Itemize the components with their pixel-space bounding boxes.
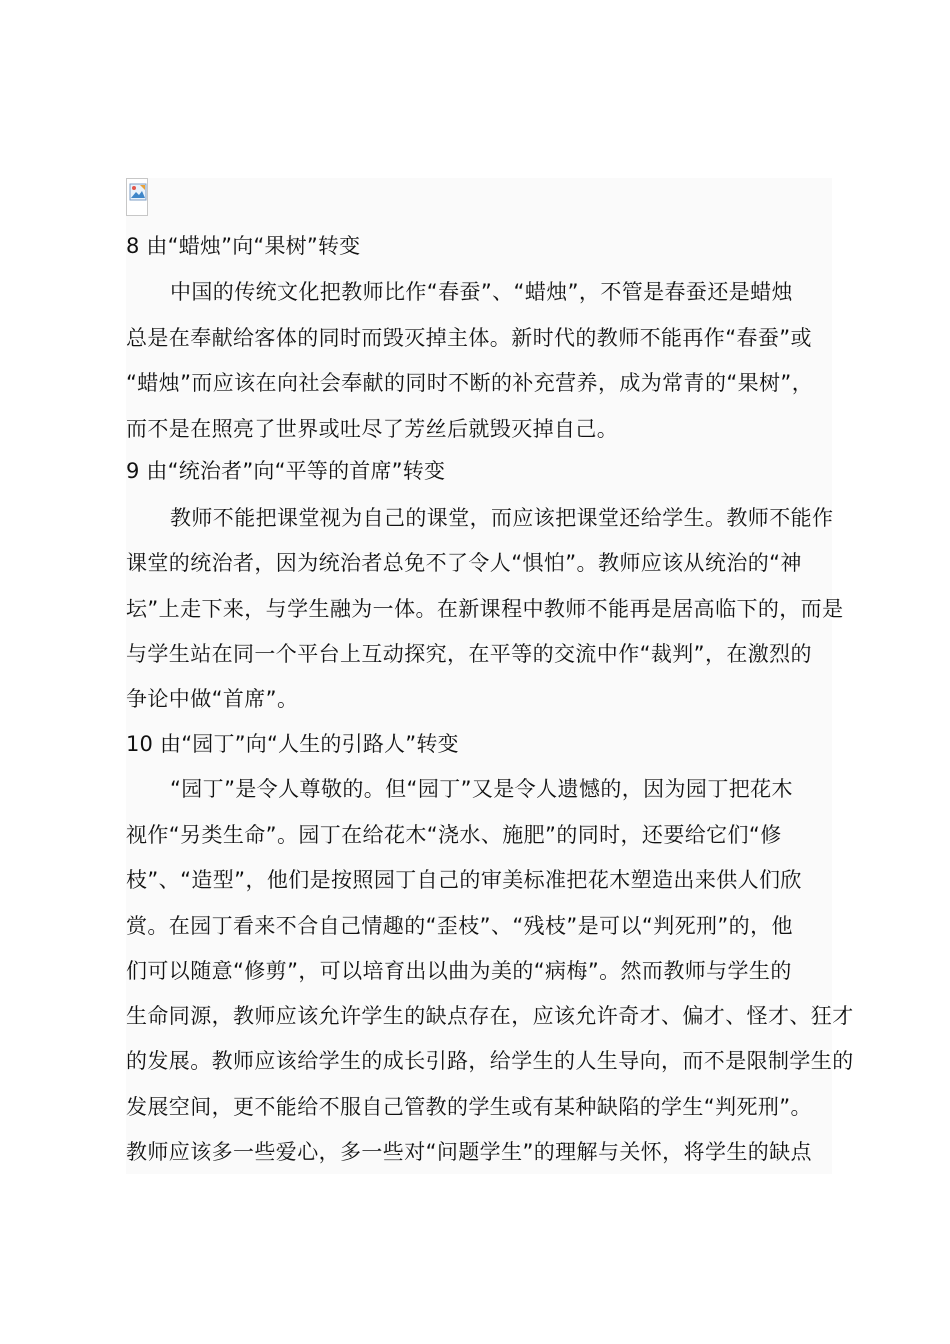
paragraph-line: 争论中做“首席”。: [126, 687, 299, 711]
broken-image-icon: [126, 178, 148, 216]
section-heading: 8 由“蜡烛”向“果树”转变: [126, 234, 361, 258]
section-heading: 10 由“园丁”向“人生的引路人”转变: [126, 732, 459, 756]
paragraph-line: 枝”、“造型”，他们是按照园丁自己的审美标准把花木塑造出来供人们欣: [126, 868, 802, 892]
section-heading: 9 由“统治者”向“平等的首席”转变: [126, 459, 446, 483]
paragraph-line: 们可以随意“修剪”，可以培育出以曲为美的“病梅”。然而教师与学生的: [126, 959, 792, 983]
paragraph-line: 课堂的统治者，因为统治者总免不了令人“惧怕”。教师应该从统治的“神: [126, 551, 802, 575]
paragraph-line: 发展空间，更不能给不服自己管教的学生或有某种缺陷的学生“判死刑”。: [126, 1095, 812, 1119]
paragraph-line: 而不是在照亮了世界或吐尽了芳丝后就毁灭掉自己。: [126, 417, 619, 441]
image-placeholder-icon: [129, 183, 147, 201]
paragraph-line: 视作“另类生命”。园丁在给花木“浇水、施肥”的同时，还要给它们“修: [126, 823, 782, 847]
document-content: [126, 178, 854, 1174]
paragraph-line: 生命同源，教师应该允许学生的缺点存在，应该允许奇才、偏才、怪才、狂才: [126, 1004, 854, 1028]
paragraph-line: 的发展。教师应该给学生的成长引路，给学生的人生导向，而不是限制学生的: [126, 1049, 854, 1073]
paragraph-line: 赏。在园丁看来不合自己情趣的“歪枝”、“残枝”是可以“判死刑”的，他: [126, 914, 793, 938]
paragraph-line: 中国的传统文化把教师比作“春蚕”、“蜡烛”，不管是春蚕还是蜡烛: [170, 280, 793, 304]
paragraph-line: 教师不能把课堂视为自己的课堂，而应该把课堂还给学生。教师不能作: [170, 506, 834, 530]
paragraph-line: 总是在奉献给客体的同时而毁灭掉主体。新时代的教师不能再作“春蚕”或: [126, 326, 812, 350]
paragraph-line: 教师应该多一些爱心，多一些对“问题学生”的理解与关怀，将学生的缺点: [126, 1140, 812, 1164]
paragraph-line: “园丁”是令人尊敬的。但“园丁”又是令人遗憾的，因为园丁把花木: [170, 777, 793, 801]
paragraph-line: “蜡烛”而应该在向社会奉献的同时不断的补充营养，成为常青的“果树”，: [126, 371, 814, 395]
paragraph-line: 坛”上走下来，与学生融为一体。在新课程中教师不能再是居高临下的，而是: [126, 597, 844, 621]
paragraph-line: 与学生站在同一个平台上互动探究，在平等的交流中作“裁判”，在激烈的: [126, 642, 812, 666]
